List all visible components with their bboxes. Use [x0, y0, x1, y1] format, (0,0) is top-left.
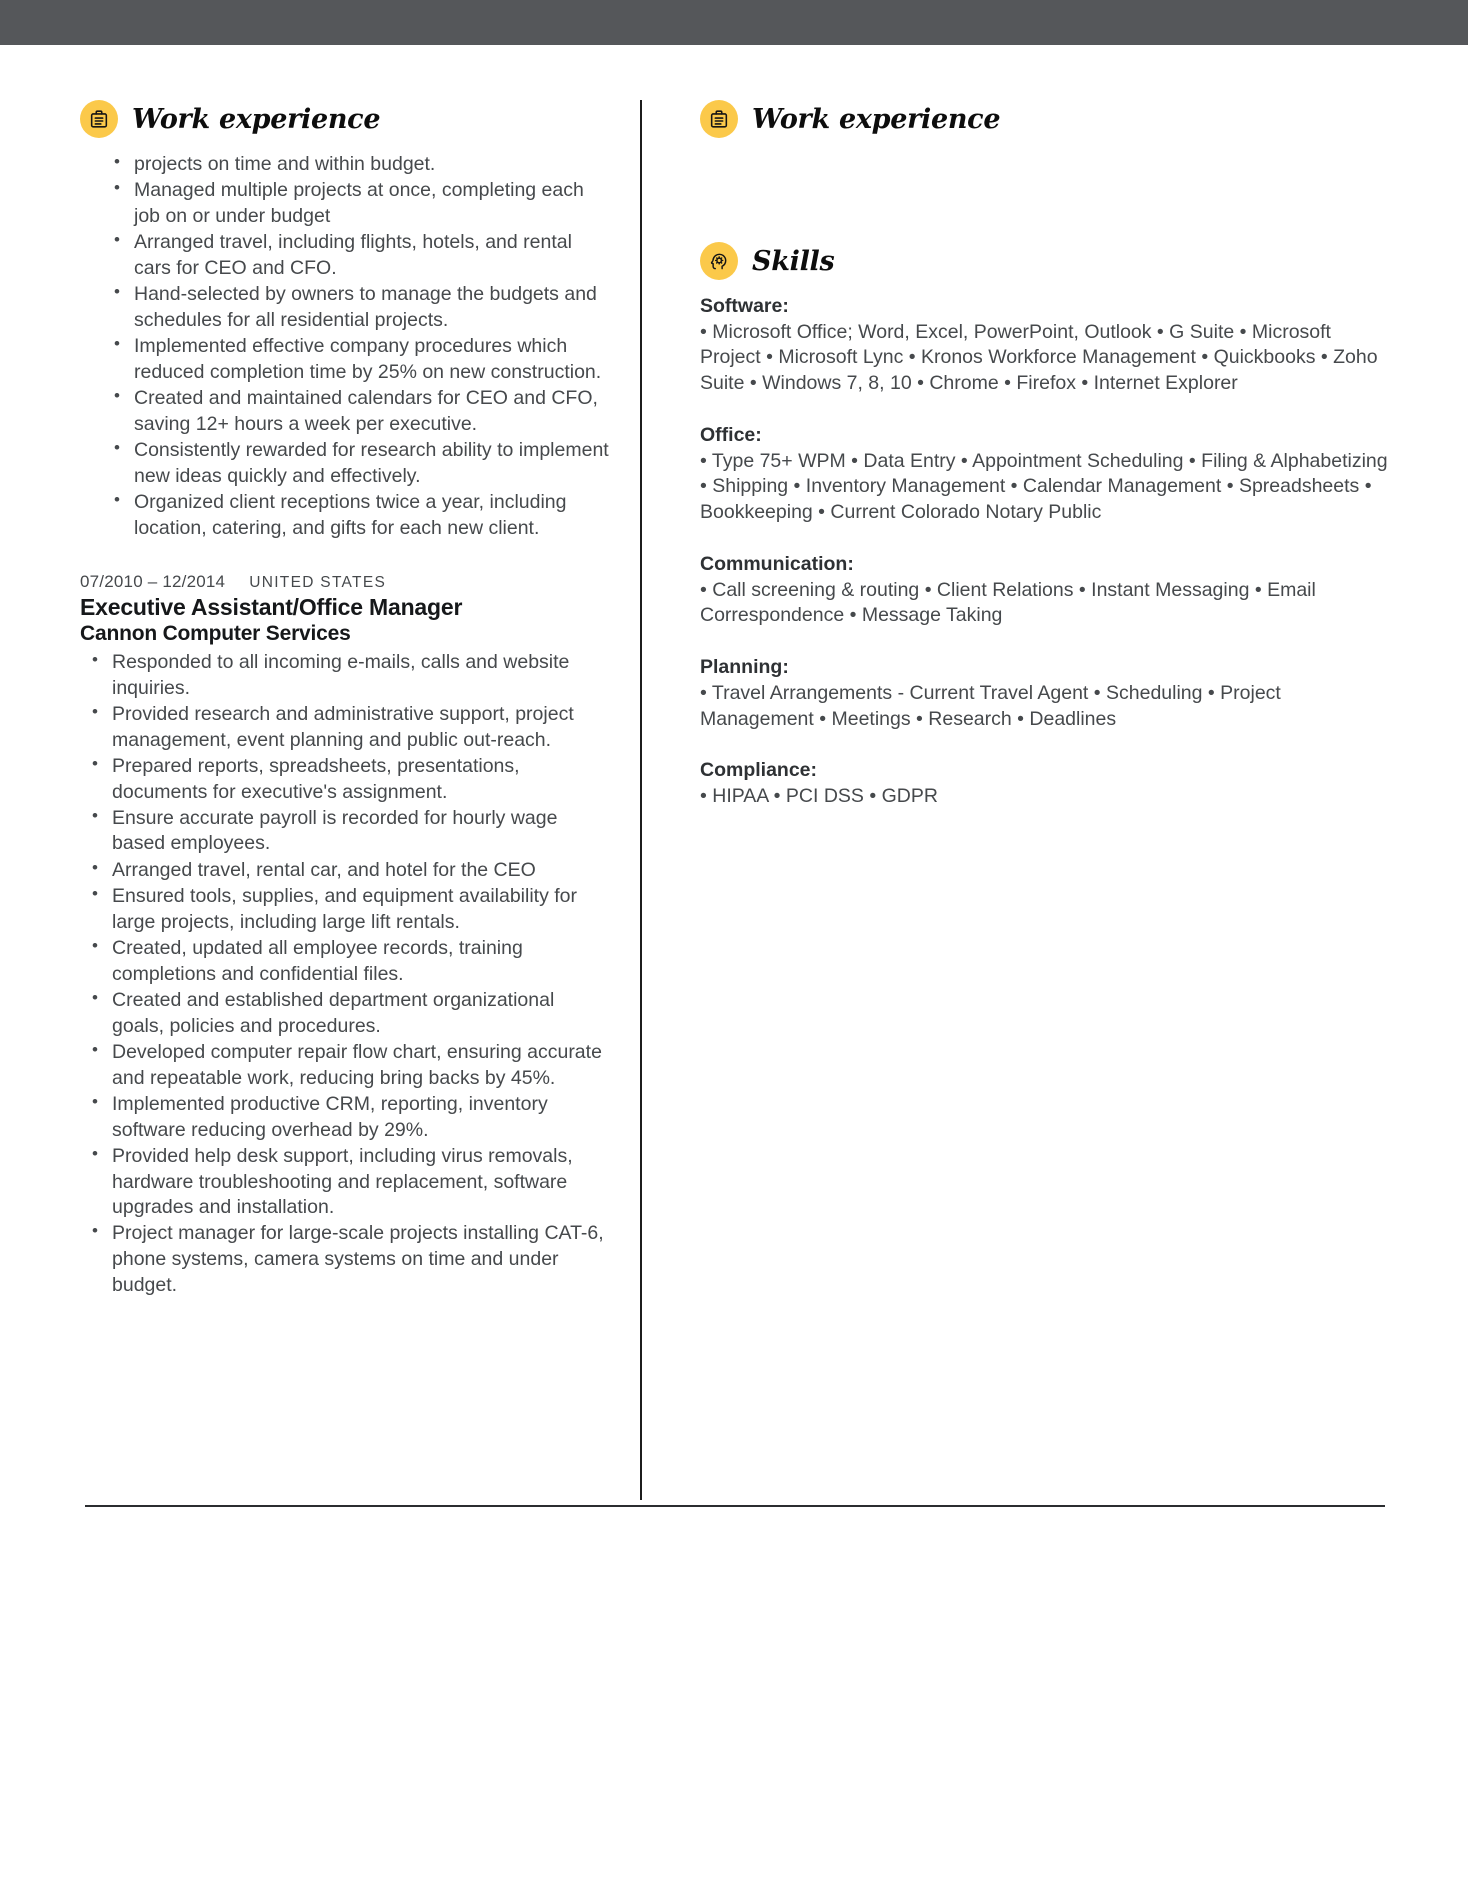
list-item: • Created and established department organizational goals, policies and procedures.	[80, 988, 610, 1039]
job-entry	[80, 572, 610, 1299]
top-bar	[0, 0, 1468, 45]
job-meta	[80, 572, 610, 592]
list-item: • Implemented productive CRM, reporting, inventory software reducing overhead by 29%.	[80, 1092, 610, 1143]
list-item: • Provided research and administrative support, project management, event planning and public out-reach.	[80, 702, 610, 753]
skill-group	[700, 758, 1388, 809]
skill-group-label: Software:	[700, 295, 789, 317]
skill-group	[700, 655, 1388, 732]
skill-groups	[700, 294, 1388, 810]
job-location: UNITED STATES	[249, 573, 387, 591]
skill-group	[700, 552, 1388, 629]
list-item: • Hand-selected by owners to manage the budgets and schedules for all residential projects.	[102, 282, 610, 333]
list-item: • Provided help desk support, including virus removals, hardware troubleshooting and replacement, software upgrades and installation.	[80, 1144, 610, 1221]
list-item: • Project manager for large-scale projects installing CAT-6, phone systems, camera systems on time and under budget.	[80, 1221, 610, 1298]
skill-group-items: • Microsoft Office; Word, Excel, PowerPoint, Outlook • G Suite • Microsoft Project • Microsoft Lync • Kronos Workforce Management • Quickbooks • Zoho Suite • Windows 7, 8, 10 • Chrome • Firefox • Internet Explorer	[700, 320, 1378, 395]
list-item: • Responded to all incoming e-mails, calls and website inquiries.	[80, 650, 610, 701]
list-item: • Ensured tools, supplies, and equipment availability for large projects, including large lift rentals.	[80, 884, 610, 935]
skills-header	[700, 242, 1388, 280]
skill-group	[700, 294, 1388, 397]
list-item: • Arranged travel, including flights, hotels, and rental cars for CEO and CFO.	[102, 230, 610, 281]
skill-group-items: • Call screening & routing • Client Relations • Instant Messaging • Email Correspondence • Message Taking	[700, 578, 1316, 627]
head-gear-icon	[700, 242, 738, 280]
list-item: • projects on time and within budget.	[102, 152, 610, 178]
list-item: • Created and maintained calendars for CEO and CFO, saving 12+ hours a week per executive.	[102, 386, 610, 437]
left-work-experience-header	[80, 100, 610, 138]
skill-group-items: • Travel Arrangements - Current Travel Agent • Scheduling • Project Management • Meetings • Research • Deadlines	[700, 681, 1281, 730]
left-column	[0, 45, 640, 1299]
skill-group-items: • Type 75+ WPM • Data Entry • Appointment Scheduling • Filing & Alphabetizing • Shipping • Inventory Management • Calendar Management • Spreadsheets • Bookkeeping • Current Colorado Notary Public	[700, 449, 1388, 524]
list-item: • Prepared reports, spreadsheets, presentations, documents for executive's assignment.	[80, 754, 610, 805]
job-title: Executive Assistant/Office Manager	[80, 593, 463, 620]
skill-group	[700, 423, 1388, 526]
two-column-layout	[0, 45, 1468, 1500]
job-bullet-list	[80, 650, 610, 1299]
list-item: • Arranged travel, rental car, and hotel for the CEO	[80, 858, 610, 884]
left-continued-bullets	[80, 152, 610, 542]
section-title: Work experience	[752, 103, 1001, 135]
section-title: Skills	[752, 245, 835, 277]
list-item: • Organized client receptions twice a year, including location, catering, and gifts for each new client.	[102, 490, 610, 541]
skill-group-label: Planning:	[700, 656, 789, 679]
job-responsibilities	[80, 650, 610, 1299]
section-title: Work experience	[132, 103, 381, 135]
skill-group-label: Communication:	[700, 552, 854, 575]
skill-group-label: Compliance:	[700, 759, 818, 782]
list-item: • Implemented effective company procedures which reduced completion time by 25% on new construction.	[102, 334, 610, 385]
job-dates: 07/2010 – 12/2014	[80, 571, 226, 591]
list-item: • Ensure accurate payroll is recorded for hourly wage based employees.	[80, 806, 610, 857]
list-item: • Managed multiple projects at once, completing each job on or under budget	[102, 178, 610, 229]
skill-group-label: Office:	[700, 423, 762, 446]
right-column	[642, 45, 1468, 836]
briefcase-icon	[700, 100, 738, 138]
bottom-divider-rule	[85, 1505, 1385, 1507]
briefcase-icon	[80, 100, 118, 138]
job-company: Cannon Computer Services	[80, 621, 351, 645]
list-item: • Developed computer repair flow chart, ensuring accurate and repeatable work, reducing bring backs by 45%.	[80, 1040, 610, 1091]
list-item: • Created, updated all employee records, training completions and confidential files.	[80, 936, 610, 987]
skills-block	[700, 242, 1388, 810]
right-work-experience-header	[700, 100, 1388, 138]
skill-group-items: • HIPAA • PCI DSS • GDPR	[700, 785, 938, 808]
list-item: • Consistently rewarded for research ability to implement new ideas quickly and effectively.	[102, 438, 610, 489]
continued-bullet-list	[102, 152, 610, 542]
